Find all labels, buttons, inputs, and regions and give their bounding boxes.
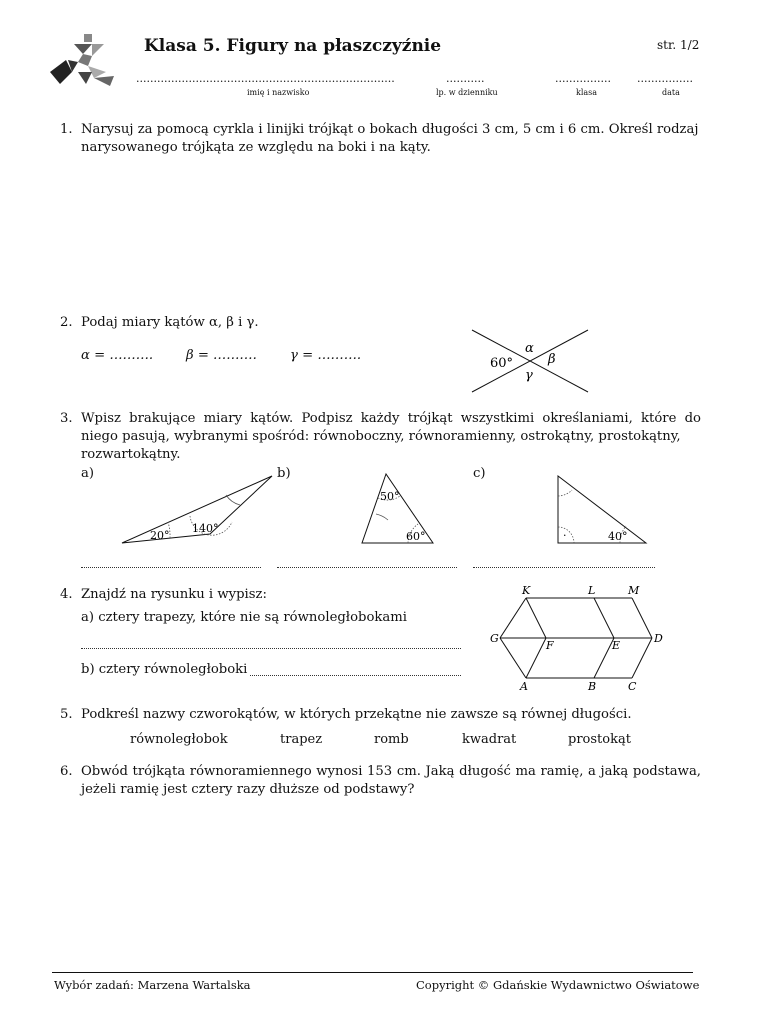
point-B-label: B <box>588 680 597 693</box>
quadrilateral-figure <box>486 582 666 694</box>
intersecting-lines-figure <box>468 326 592 396</box>
beta-label: β <box>548 352 556 367</box>
word-rhombus[interactable]: romb <box>374 732 409 747</box>
footer-copyright: Copyright © Gdańskie Wydawnictwo Oświatowe <box>416 978 700 992</box>
question-number: 3. <box>60 411 73 426</box>
question-3-text-line: rozwartokątny. <box>81 447 181 462</box>
question-number: 2. <box>60 315 73 330</box>
right-angle-dot: · <box>563 529 567 542</box>
part-a-label: a) <box>81 466 95 481</box>
part-c-label: c) <box>473 466 486 481</box>
question-number: 4. <box>60 587 73 602</box>
word-rectangle[interactable]: prostokąt <box>568 732 631 747</box>
page-number: str. 1/2 <box>657 38 700 52</box>
question-1-text-line: Narysuj za pomocą cyrkla i linijki trójkąt o bokach długości 3 cm, 5 cm i 6 cm. Określ rodzaj <box>81 122 699 137</box>
register-number-field[interactable]: ........... <box>446 72 485 85</box>
beta-answer[interactable]: β = ………. <box>186 348 257 363</box>
word-trapezoid[interactable]: trapez <box>280 732 323 747</box>
question-5-text: Podkreśl nazwy czworokątów, w których przekątne nie zawsze są równej długości. <box>81 707 632 722</box>
angle-50-label: 50° <box>380 490 400 503</box>
triangle-c <box>554 472 654 546</box>
angle-40-label: 40° <box>608 530 628 543</box>
question-3-text-line: niego pasują, wybranymi spośród: równoboczny, równoramienny, ostrokątny, prostokątny, <box>81 429 681 444</box>
class-field[interactable]: ................ <box>555 72 611 85</box>
question-4-sub-b: b) cztery równoległoboki <box>81 662 248 677</box>
name-label: imię i nazwisko <box>247 88 310 97</box>
alpha-label: α <box>525 341 534 356</box>
word-parallelogram[interactable]: równoległobok <box>130 732 228 747</box>
word-square[interactable]: kwadrat <box>462 732 517 747</box>
question-6-text-line: Obwód trójkąta równoramiennego wynosi 153 cm. Jaką długość ma ramię, a jaką podstawa, <box>81 764 701 779</box>
angle-60-label: 60° <box>490 356 514 371</box>
point-C-label: C <box>628 680 637 693</box>
point-G-label: G <box>490 632 499 645</box>
date-label: data <box>662 88 680 97</box>
question-6-text-line: jeżeli ramię jest cztery razy dłuższe od podstawy? <box>81 782 415 797</box>
gamma-answer[interactable]: γ = ………. <box>290 348 362 363</box>
footer-rule <box>52 972 693 973</box>
point-K-label: K <box>522 584 531 597</box>
angle-60-label: 60° <box>406 530 426 543</box>
point-D-label: D <box>654 632 663 645</box>
answer-line-c[interactable] <box>473 567 655 568</box>
triangle-a <box>118 472 278 548</box>
alpha-answer[interactable]: α = ………. <box>81 348 154 363</box>
page-title: Klasa 5. Figury na płaszczyźnie <box>144 36 442 56</box>
angle-20-label: 20° <box>150 529 170 542</box>
class-label: klasa <box>576 88 598 97</box>
gamma-label: γ <box>525 368 533 383</box>
point-E-label: E <box>612 639 621 652</box>
point-L-label: L <box>588 584 596 597</box>
triangle-b <box>358 470 438 546</box>
point-A-label: A <box>520 680 528 693</box>
answer-line-b[interactable] <box>277 567 457 568</box>
answer-line-a[interactable] <box>81 567 261 568</box>
question-2-text: Podaj miary kątów α, β i γ. <box>81 315 259 330</box>
question-number: 1. <box>60 122 73 137</box>
answer-line-4a[interactable] <box>81 648 461 649</box>
answer-line-4b[interactable] <box>250 675 461 676</box>
part-b-label: b) <box>277 466 291 481</box>
date-field[interactable]: ................ <box>637 72 693 85</box>
angle-140-label: 140° <box>192 522 219 535</box>
point-F-label: F <box>546 639 554 652</box>
question-1-text-line: narysowanego trójkąta ze względu na boki i na kąty. <box>81 140 431 155</box>
footer-author: Wybór zadań: Marzena Wartalska <box>54 978 251 992</box>
question-3-text-line: Wpisz brakujące miary kątów. Podpisz każdy trójkąt wszystkimi określaniami, które do <box>81 411 701 426</box>
publisher-logo <box>48 32 118 88</box>
question-4-sub-a: a) cztery trapezy, które nie są równoległobokami <box>81 610 407 625</box>
question-number: 5. <box>60 707 73 722</box>
question-4-text: Znajdź na rysunku i wypisz: <box>81 587 267 602</box>
register-number-label: lp. w dzienniku <box>436 88 498 97</box>
question-number: 6. <box>60 764 73 779</box>
point-M-label: M <box>628 584 640 597</box>
name-field[interactable]: .......................................................................... <box>136 72 395 85</box>
